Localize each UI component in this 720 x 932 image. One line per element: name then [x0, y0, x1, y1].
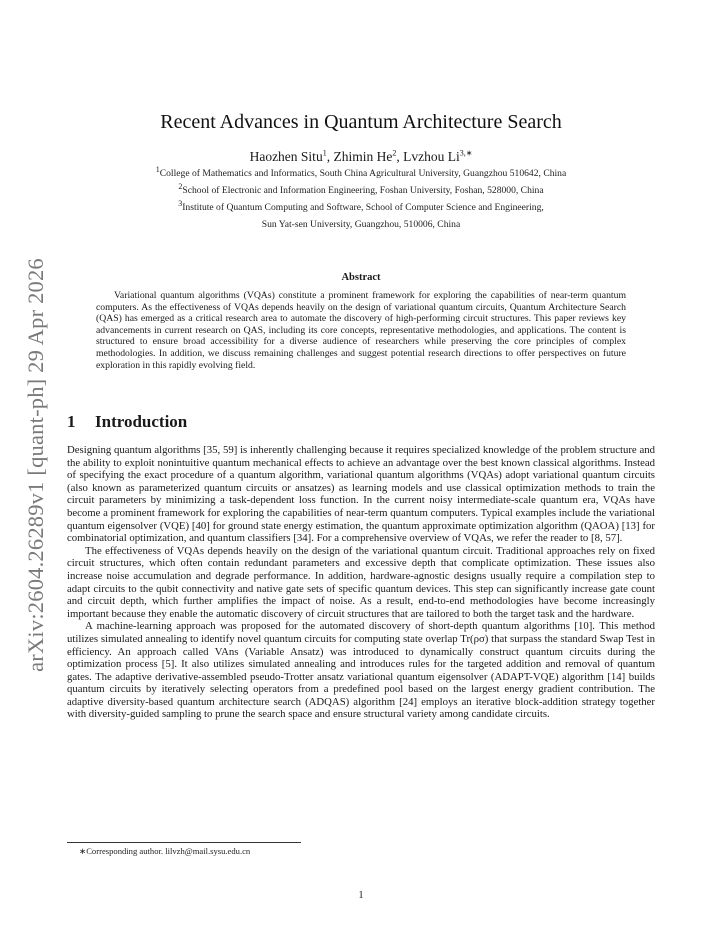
- affiliation-text: College of Mathematics and Informatics, South China Agricultural University, Guangzhou 510642, China: [159, 168, 567, 179]
- section-heading: [67, 412, 187, 432]
- abstract-heading: Abstract: [341, 272, 381, 283]
- abstract-text: Variational quantum algorithms (VQAs) constitute a prominent framework for exploring the capabilities of near-term quantum computers. As the effectiveness of VQAs depends heavily on the design of variational quantum circuits, Quantum Architecture Search (QAS) has emerged as a critical research area to automate the discovery of high-performing circuit structures. This paper reviews key advancements in current research on QAS, including its core concepts, representative methodologies, and applications. The content is structured to ensure broad accessibility for a diverse audience of researchers while preserving the core principles of complex methodologies. In addition, we discuss remaining challenges and suggest potential research directions to offer perspectives on future exploration in this rapidly evolving field.: [96, 290, 626, 371]
- affiliation-text: Institute of Quantum Computing and Software, School of Computer Science and Engineering,: [182, 202, 544, 213]
- author: Zhimin He: [333, 149, 393, 164]
- affiliation: [67, 219, 655, 230]
- author-separator: ,: [326, 149, 334, 164]
- body-paragraph: Designing quantum algorithms [35, 59] is inherently challenging because it requires specialized knowledge of the problem structure and the ability to exploit nonintuitive quantum mechanical effects to achieve an advantage over the best known classical algorithms. Instead of specifying the exact procedure of a quantum algorithm, variational quantum algorithms (VQAs) adopt variational quantum circuits (also known as parameterized quantum circuits or ansatzes) as learning models and use classical optimization methods to train the circuit parameters by minimizing a task-dependent loss function. In the current noisy intermediate-scale quantum era, VQAs have become a prominent framework for exploring the capabilities of near-term quantum computers. Typical examples include the variational quantum eigensolver (VQE) [40] for ground state energy estimation, the quantum approximate optimization algorithm (QAOA) [13] for combinatorial optimization, and quantum classifiers [34]. For a comprehensive overview of VQAs, we refer the reader to [8, 57].: [67, 444, 655, 545]
- author: Lvzhou Li: [403, 149, 460, 164]
- affiliation-mark: 1: [155, 164, 160, 174]
- footnote-rule: [67, 842, 301, 843]
- author-affiliation-mark: 2: [392, 148, 397, 158]
- footnote: ∗Corresponding author. lilvzh@mail.sysu.edu.cn: [79, 846, 251, 856]
- arxiv-identifier: arXiv:2604.26289v1 [quant-ph] 29 Apr 2026: [23, 258, 48, 672]
- section-number: 1: [67, 412, 76, 431]
- paper-title: Recent Advances in Quantum Architecture Search: [160, 111, 562, 133]
- affiliation: [67, 181, 655, 196]
- section-body: [67, 444, 655, 721]
- author-affiliation-mark: 1: [322, 148, 327, 158]
- section-title: Introduction: [95, 412, 188, 431]
- body-paragraph: The effectiveness of VQAs depends heavily on the design of the variational quantum circuit. Traditional approaches rely on fixed circuit structures, which often contain redundant parameters and excessive depth that complicate optimization. These issues also increase noise accumulation and degrade performance. In addition, hardware-agnostic designs usually require a compilation step to adapt circuits to the qubit connectivity and native gate sets of specific quantum devices. This step can significantly increase gate count and circuit depth, which further amplifies the impact of noise. As a result, end-to-end methodologies have become increasingly important because they enable the automatic discovery of circuit structures that are tailored to both the target task and the hardware.: [67, 544, 655, 620]
- author-list: [67, 149, 655, 165]
- arxiv-sidebar: [14, 240, 58, 690]
- author-affiliation-mark: 3,∗: [459, 148, 473, 158]
- affiliation: [67, 198, 655, 213]
- affiliation-mark: 2: [178, 181, 183, 191]
- author-separator: ,: [396, 149, 404, 164]
- author: Haozhen Situ: [249, 149, 323, 164]
- body-paragraph: A machine-learning approach was proposed for the automated discovery of short-depth quantum algorithms [10]. This method utilizes simulated annealing to identify novel quantum circuits for computing state overlap Tr(ρσ) that surpass the standard Swap Test in efficiency. An approach called VAns (Variable Ansatz) was introduced to dynamically construct quantum circuits during the optimization process [5]. It also utilizes simulated annealing and introduces rules for the targeted addition and removal of quantum gates. The adaptive derivative-assembled pseudo-Trotter ansatz variational quantum eigensolver (ADAPT-VQE) algorithm [14] builds quantum circuits by iteratively selecting operators from a predefined pool based on the largest energy gradient contribution. The adaptive diversity-based quantum architecture search (ADQAS) algorithm [24] employs an iterative block-addition strategy together with diversity-guided sampling to prune the search space and ensure structural variety among candidate circuits.: [67, 620, 655, 721]
- affiliation: [67, 164, 655, 179]
- affiliation-mark: 3: [178, 198, 183, 208]
- affiliation-text: School of Electronic and Information Engineering, Foshan University, Foshan, 528000, China: [182, 185, 544, 196]
- affiliation-text: Sun Yat-sen University, Guangzhou, 510006, China: [261, 219, 461, 230]
- page-number: 1: [358, 890, 364, 901]
